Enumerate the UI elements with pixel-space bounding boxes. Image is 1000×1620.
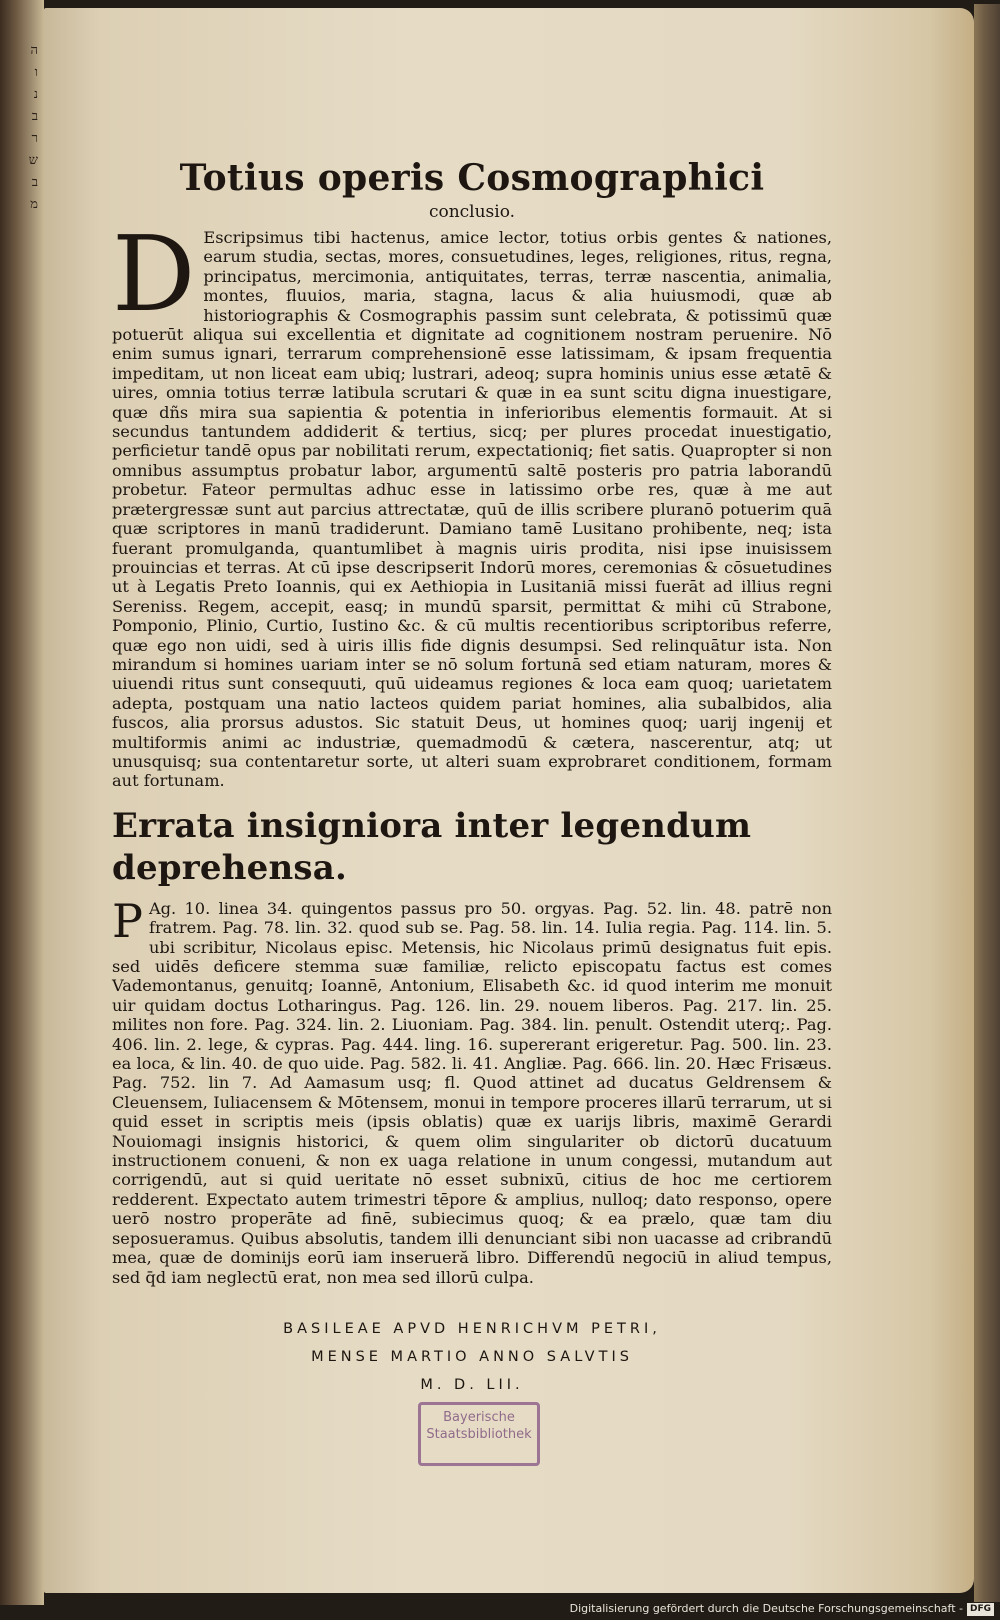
edge-glyph: ש (28, 153, 38, 168)
edge-glyph: ו (34, 65, 38, 80)
imprint-line-3: M. D. LII. (420, 1376, 524, 1393)
page-text-block (112, 158, 832, 1399)
edge-glyph: ב (31, 109, 38, 124)
imprint-line-1: BASILEAE APVD HENRICHVM PETRI, (283, 1320, 661, 1337)
errata-heading: Errata insigniora inter legendum deprehensa. (112, 805, 752, 888)
stamp-line-2: Staatsbibliothek (426, 1427, 532, 1442)
errata-paragraph (112, 893, 832, 1287)
digitization-footer (570, 1600, 994, 1618)
page-title: Totius operis Cosmographici (179, 157, 765, 199)
conclusio-dropcap: D (112, 213, 196, 335)
errata-dropcap: P (112, 893, 143, 948)
edge-glyph: ר (31, 131, 38, 146)
errata-text: Ag. 10. linea 34. quingentos passus pro 50. orgyas. Pag. 52. lin. 48. patrē non fratrem. Pag. 78. lin. 32. quod sub se. Pag. 58. lin. 14. Iulia regia. Pag. 114. lin. 5. ubi scribitur, Nicolaus episc. Metensis, hic Nicolaus primū designatus fuit epis. sed uidēs deficere stemma suæ familiæ, relicto episcopatu factus est comes Vademontanus, genuitq; Ioannē, Antonium, Elisabeth &c. id quod interim me monuit uir quidam doctus Lotharingus. Pag. 126. lin. 29. nouem liberos. Pag. 217. lin. 25. milites non fore. Pag. 324. lin. 2. Liuoniam. Pag. 384. lin. penult. Ostendit uterq;. Pag. 406. lin. 2. lege, & cypras. Pag. 444. ling. 16. supererant erigeretur. Pag. 500. lin. 23. ea loca, & lin. 40. de quo uide. Pag. 582. li. 41. Angliæ. Pag. 666. lin. 20. Hæc Frisæus. Pag. 752. lin 7. Ad Aamasum usq; fl. Quod attinet ad ducatus Geldrensem & Cleuensem, Iuliacensem & Mōtensem, monui in tempore proceres illarū terrarum, ut si quid esset in scriptis meis (ipsis oblatis) quæ ex uarijs libris, maximē Gerardi Nouiomagi insignis historici, & quem olim singulariter ob dictorū ducatuum instructionem conueni, & non ex uaga relatione in unum congessi, mutandum aut corrigendū, aut si quid ueritate nō esset subnixū, citius de hoc me certiorem redderent. Expectato autem trimestri tēpore & amplius, nulloq; dato responso, opere uerō nostro properāte ad finē, subiecimus quoq; & ea prælo, quæ tam diu seposueramus. Quibus absolutis, tandem illi denunciant sibi non uacasse ad cribrandū mea, quæ de dominijs eorū iam inserueră libro. Differendū negociū in aliud tempus, sed q̄d iam neglectū erat, non mea sed illorū culpa. (112, 898, 832, 1287)
library-stamp (418, 1402, 540, 1466)
colophon-imprint (112, 1315, 832, 1399)
book-fore-edge (974, 4, 1000, 1602)
book-page (44, 8, 974, 1593)
edge-glyph: ה (30, 43, 38, 58)
stamp-line-1: Bayerische (443, 1410, 515, 1425)
dfg-logo-icon: DFG (967, 1603, 994, 1616)
conclusio-text: Escripsimus tibi hactenus, amice lector, totius orbis gentes & nationes, earum studia, sectas, mores, consuetudines, leges, religiones, ritus, regna, principatus, mercimonia, antiquitates, terras, terræ nascentia, animalia, montes, fluuios, maria, stagna, lacus & alia huiusmodi, quæ ab historiographis & Cosmographis passim sunt celebrata, & potissimū quæ potuerūt aliqua sui excellentia et dignitate ad cognitionem nostram peruenire. Nō enim sumus ignari, terrarum comprehensionē esse latissimam, & ipsam frequentia impeditam, ut non liceat eam ubiq; lustrari, adeoq; supra hominis unius esse ætatē & uires, omnia totius terræ latibula scrutari & quæ in ea sunt scitu digna inuestigare, quæ dñs mira sua sapientia & potentia in inferioribus elementis formauit. At si secundus tantundem addiderit & tertius, sicq; per plures procedat inuestigatio, perficietur tandē opus par nobilitati rerum, expectationiq; fiet satis. Quapropter si non omnibus assumptus probatur labor, argumentū saltē posteris pro patria laborandū probetur. Fateor permultas adhuc esse in latissimo orbe res, quæ à me aut prætergressæ sunt aut parcius attrectatæ, quū de illis scribere pluranō potuerim quā quæ scriptores in manū tradiderunt. Damiano tamē Lusitano prohibente, neq; ista fuerant promulganda, quantumlibet à magnis uiris prodita, nisi ipse inuisissem prouincias et terras. At cū ipse descripserit Indorū mores, ceremonias & cōsuetudines ut à Legatis Preto Ioannis, qui ex Aethiopia in Lusitaniā missi fuerāt ad illius regni Sereniss. Regem, accepit, easq; in mundū sparsit, permittat & mihi cū Strabone, Pomponio, Plinio, Curtio, Iustino &c. & cū multis recentioribus scriptoribus referre, quæ ego non uidi, sed à uiris illis fide dignis desumpsi. Sed relinquātur ista. Non mirandum si homines uariam inter se nō solum fortunā sed etiam naturam, mores & uiuendi ritus sunt consequuti, quū uideamus regiones & loca eam quoq; uarietatem adepta, postquam una natio lacteos quidem pariat homines, alia subalbidos, alia fuscos, alia prorsus adustos. Sic statuit Deus, ut homines quoq; uarij ingenij et multiformis animi ac industriæ, quemadmodū & cætera, nascerentur, atq; ut unusquisq; sua contentaretur sorte, ut alteri suam exprobraret conditionem, formam aut fortunam. (112, 228, 832, 791)
edge-glyph: נ (33, 87, 38, 102)
previous-page-edge (2, 40, 42, 1420)
edge-glyph: ב (31, 175, 38, 190)
conclusio-paragraph (112, 213, 832, 791)
footer-text: Digitalisierung gefördert durch die Deutsche Forschungsgemeinschaft - (569, 1602, 963, 1615)
imprint-line-2: MENSE MARTIO ANNO SALVTIS (311, 1348, 633, 1365)
page-subtitle: conclusio. (428, 202, 516, 222)
edge-glyph: מ (30, 197, 38, 212)
